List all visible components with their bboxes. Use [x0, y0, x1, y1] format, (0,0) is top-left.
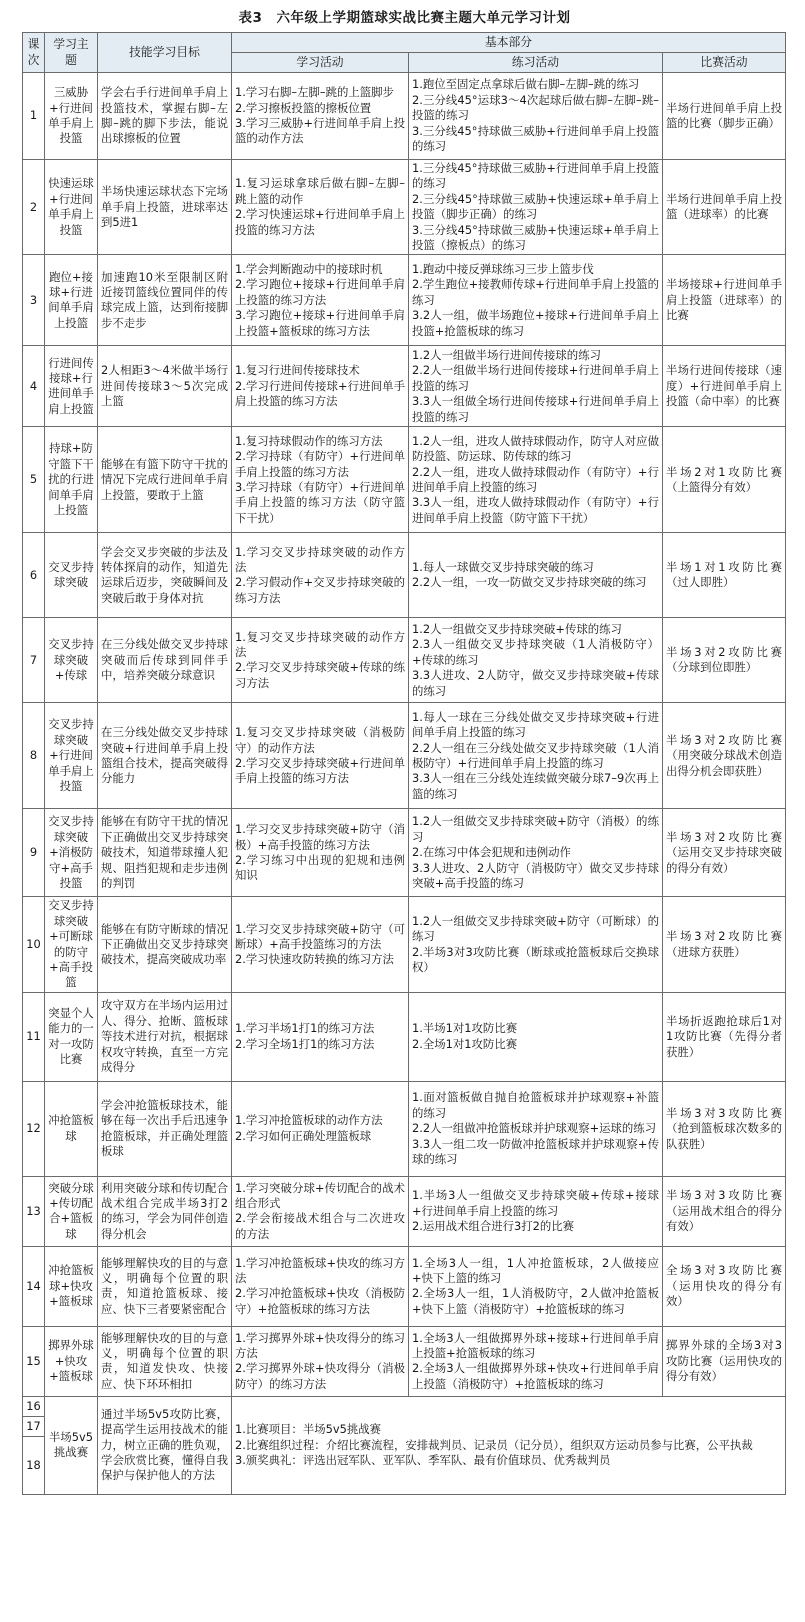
competition-activity: 半场接球+行进间单手肩上投篮（进球率）的比赛: [663, 255, 786, 346]
activity-line: 3.3人进攻、2人防守，做交叉步持球突破+传球的练习: [412, 668, 659, 698]
table-row-final: [23, 1396, 786, 1416]
table-row: [23, 897, 786, 992]
activity-line: 1.每人一球在三分线处做交叉步持球突破+行进间单手肩上投篮的练习: [412, 709, 659, 740]
lesson-theme: 冲抢篮板球: [45, 1081, 98, 1176]
activity-line: 2.学习快速运球+行进间单手肩上投篮的练习方法: [235, 207, 405, 237]
learning-activity: [232, 346, 409, 427]
learning-activity: [232, 703, 409, 809]
competition-activity: 半场3对2攻防比赛（进球方获胜）: [663, 897, 786, 992]
activity-line: 2.学会衔接战术组合与二次进攻的方法: [235, 1211, 405, 1241]
activity-line: 2.学习全场1打1的练习方法: [235, 1036, 375, 1051]
activity-line: 1.学习冲抢篮板球的动作方法: [235, 1113, 383, 1128]
skill-goal: 在三分线处做交叉步持球突破而后传球到同伴手中，培养突破分球意识: [98, 618, 232, 703]
competition-activity: 半场1对1攻防比赛（过人即胜）: [663, 533, 786, 618]
activity-line: 1.2人一组做交叉步持球突破+防守（可断球）的练习: [412, 913, 659, 944]
activity-line: 1.学习半场1打1的练习方法: [235, 1021, 375, 1036]
lesson-theme: 突显个人能力的一对一攻防比赛: [45, 992, 98, 1081]
lesson-theme: 交叉步持球突破: [45, 533, 98, 618]
activity-line: 1.半场1对1攻防比赛: [412, 1021, 518, 1036]
lesson-number: 9: [23, 809, 45, 897]
lesson-number: 6: [23, 533, 45, 618]
lesson-theme: 掷界外球+快攻+篮板球: [45, 1326, 98, 1396]
activity-line: 1.全场3人一组做掷界外球+接球+行进间单手肩上投篮+抢篮板球的练习: [412, 1330, 659, 1360]
activity-line: 1.学习掷界外球+快攻得分的练习方法: [235, 1330, 405, 1360]
activity-line: 1.跑动中接反弹球练习三步上篮步伐: [412, 261, 594, 276]
lesson-theme: 快速运球+行进间单手肩上投篮: [45, 160, 98, 255]
practice-activity: [409, 618, 663, 703]
activity-line: 2.学习持球（有防守）+行进间单手肩上投篮的练习方法: [235, 449, 405, 479]
activity-line: 1.学会判断跑动中的接球时机: [235, 261, 383, 276]
activity-line: 1.2人一组做半场行进间传接球的练习: [412, 347, 601, 362]
activity-line: 2.学习行进间传接球+行进间单手肩上投篮的练习方法: [235, 378, 405, 409]
activity-line: 1.2人一组做交叉步持球突破+传球的练习: [412, 621, 622, 636]
activity-line: 1.复习交叉步持球突破的动作方法: [235, 629, 405, 660]
final-content-line: 2.比赛组织过程：介绍比赛流程，安排裁判员、记录员（记分员），组织双方运动员参与比赛，公平执裁: [235, 1437, 753, 1452]
activity-line: 1.2人一组做交叉步持球突破+防守（消极）的练习: [412, 814, 659, 844]
lesson-theme: 交叉步持球突破+行进间单手肩上投篮: [45, 703, 98, 809]
activity-line: 1.学习交叉步持球突破+防守（消极）+高手投篮的练习方法: [235, 822, 405, 852]
table-row: [23, 809, 786, 897]
practice-activity: [409, 809, 663, 897]
learning-activity: [232, 1176, 409, 1246]
learning-activity: [232, 992, 409, 1081]
activity-line: 2.学习擦板投篮的擦板位置: [235, 100, 372, 115]
activity-line: 2.在练习中体会犯规和违例动作: [412, 845, 571, 860]
header-basic-part: 基本部分: [232, 33, 786, 53]
activity-line: 1.2人一组，进攻人做持球假动作，防守人对应做防投篮、防运球、防传球的练习: [412, 433, 659, 464]
activity-line: 2.全场1对1攻防比赛: [412, 1036, 518, 1051]
competition-activity: 半场3对2攻防比赛（运用交叉步持球突破的得分有效）: [663, 809, 786, 897]
learning-activity: [232, 427, 409, 533]
lesson-number: 16: [23, 1396, 45, 1416]
header-goal: 技能学习目标: [98, 33, 232, 73]
learning-activity: [232, 618, 409, 703]
activity-line: 2.3人一组做交叉步持球突破（1人消极防守）+传球的练习: [412, 637, 659, 667]
header-theme: 学习主题: [45, 33, 98, 73]
activity-line: 2.三分线45°运球3～4次起球后做右脚–左脚–跳–投篮的练习: [412, 92, 659, 123]
activity-line: 3.三分线45°持球做三威胁+快速运球+单手肩上投篮（擦板点）的练习: [412, 222, 659, 253]
activity-line: 3.3人进攻、2人防守（消极防守）做交叉步持球突破+高手投篮的练习: [412, 860, 659, 891]
learning-activity: [232, 1326, 409, 1396]
competition-activity: 半场行进间传接球（速度）+行进间单手肩上投篮（命中率）的比赛: [663, 346, 786, 427]
header-practice: 练习活动: [409, 53, 663, 73]
activity-line: 2.三分线45°持球做三威胁+快速运球+单手肩上投篮（脚步正确）的练习: [412, 191, 659, 222]
learning-activity: [232, 255, 409, 346]
header-lesson: 课次: [23, 33, 45, 73]
learning-plan-table: [22, 32, 786, 1495]
activity-line: 2.学习快速攻防转换的练习方法: [235, 952, 394, 967]
activity-line: 3.2人一组，做半场跑位+接球+行进间单手肩上投篮+抢篮板球的练习: [412, 308, 659, 338]
practice-activity: [409, 897, 663, 992]
skill-goal: 利用突破分球和传切配合战术组合完成半场3打2的练习，学会为同伴创造得分机会: [98, 1176, 232, 1246]
lesson-number: 12: [23, 1081, 45, 1176]
table-row: [23, 427, 786, 533]
learning-activity: [232, 533, 409, 618]
competition-activity: 掷界外球的全场3对3攻防比赛（运用快攻的得分有效）: [663, 1326, 786, 1396]
activity-line: 3.学习跑位+接球+行进间单手肩上投篮+篮板球的练习方法: [235, 308, 405, 338]
practice-activity: [409, 346, 663, 427]
learning-activity: [232, 160, 409, 255]
learning-activity: [232, 1246, 409, 1326]
table-row: [23, 1246, 786, 1326]
activity-line: 2.学习冲抢篮板球+快攻（消极防守）+抢篮板球的练习方法: [235, 1286, 405, 1316]
skill-goal: 能够理解快攻的目的与意义，明确每个位置的职责，知道发快攻、快接应、快下环环相扣: [98, 1326, 232, 1396]
competition-activity: 半场折返跑抢球后1对1攻防比赛（先得分者获胜）: [663, 992, 786, 1081]
competition-activity: 半场3对3攻防比赛（抢到篮板球次数多的队获胜）: [663, 1081, 786, 1176]
activity-line: 1.面对篮板做自抛自抢篮板球并护球观察+补篮的练习: [412, 1090, 659, 1120]
table-row: [23, 703, 786, 809]
table-row: [23, 533, 786, 618]
lesson-number: 3: [23, 255, 45, 346]
activity-line: 1.三分线45°持球做三威胁+行进间单手肩上投篮的练习: [412, 161, 659, 191]
activity-line: 1.复习交叉步持球突破（消极防守）的动作方法: [235, 725, 405, 755]
lesson-number: 18: [23, 1436, 45, 1494]
skill-goal: 在三分线处做交叉步持球突破+行进间单手肩上投篮组合技术，提高突破得分能力: [98, 703, 232, 809]
skill-goal: 学会冲抢篮板球技术，能够在每一次出手后迅速争抢篮板球，并正确处理篮板球: [98, 1081, 232, 1176]
activity-line: 1.复习运球拿球后做右脚–左脚–跳上篮的动作: [235, 176, 405, 206]
learning-activity: [232, 809, 409, 897]
table-row: [23, 346, 786, 427]
activity-line: 2.2人一组，进攻人做持球假动作（有防守）+行进间单手肩上投篮的练习: [412, 464, 659, 494]
lesson-number: 5: [23, 427, 45, 533]
activity-line: 1.学习交叉步持球突破的动作方法: [235, 544, 405, 575]
table-caption: 表3 六年级上学期篮球实战比赛主题大单元学习计划: [238, 10, 571, 26]
table-row: [23, 618, 786, 703]
activity-line: 2.运用战术组合进行3打2的比赛: [412, 1219, 575, 1234]
competition-activity: 半场3对3攻防比赛（运用战术组合的得分有效）: [663, 1176, 786, 1246]
lesson-theme: 突破分球+传切配合+篮板球: [45, 1176, 98, 1246]
lesson-number: 8: [23, 703, 45, 809]
lesson-theme: 交叉步持球突破+消极防守+高手投篮: [45, 809, 98, 897]
lesson-theme: 交叉步持球突破+传球: [45, 618, 98, 703]
practice-activity: [409, 1246, 663, 1326]
activity-line: 2.2人一组做半场行进间传接球+行进间单手肩上投篮的练习: [412, 363, 659, 393]
competition-activity: 全场3对3攻防比赛（运用快攻的得分有效）: [663, 1246, 786, 1326]
activity-line: 1.复习持球假动作的练习方法: [235, 433, 383, 448]
activity-line: 2.学习跑位+接球+行进间单手肩上投篮的练习方法: [235, 277, 405, 307]
skill-goal: 能够在有篮下防守干扰的情况下完成行进间单手肩上投篮，要敢于上篮: [98, 427, 232, 533]
activity-line: 3.学习持球（有防守）+行进间单手肩上投篮的练习方法（防守篮下干扰）: [235, 479, 405, 525]
skill-goal: 攻守双方在半场内运用过人、得分、抢断、篮板球等技术进行对抗，根据球权攻守转换，直至一方完成得分: [98, 992, 232, 1081]
table-row: [23, 1326, 786, 1396]
activity-line: 1.半场3人一组做交叉步持球突破+传球+接球+行进间单手肩上投篮的练习: [412, 1188, 659, 1218]
final-goal: 通过半场5v5攻防比赛，提高学生运用技战术的能力，树立正确的胜负观，学会欣赏比赛，懂得自我保护与保护他人的方法: [98, 1396, 232, 1494]
header-row-top: [23, 33, 786, 53]
competition-activity: 半场3对2攻防比赛（分球到位即胜）: [663, 618, 786, 703]
activity-line: 1.学习突破分球+传切配合的战术组合形式: [235, 1180, 405, 1210]
competition-activity: 半场行进间单手肩上投篮的比赛（脚步正确）: [663, 73, 786, 160]
lesson-number: 17: [23, 1416, 45, 1436]
practice-activity: [409, 992, 663, 1081]
table-row: [23, 992, 786, 1081]
skill-goal: 半场快速运球状态下完场单手肩上投篮，进球率达到5进1: [98, 160, 232, 255]
activity-line: 2.全场3人一组做掷界外球+快攻+行进间单手肩上投篮（消极防守）+抢篮板球的练习: [412, 1361, 659, 1391]
activity-line: 2.学习假动作+交叉步持球突破的练习方法: [235, 575, 405, 605]
practice-activity: [409, 1081, 663, 1176]
practice-activity: [409, 427, 663, 533]
activity-line: 2.学习交叉步持球突破+传球的练习方法: [235, 660, 405, 690]
activity-line: 2.学生跑位+接教师传球+行进间单手肩上投篮的练习: [412, 277, 659, 307]
learning-activity: [232, 897, 409, 992]
lesson-theme: 跑位+接球+行进间单手肩上投篮: [45, 255, 98, 346]
final-content: [232, 1396, 786, 1494]
lesson-theme: 持球+防守篮下干扰的行进间单手肩上投篮: [45, 427, 98, 533]
practice-activity: [409, 1176, 663, 1246]
activity-line: 2.学习如何正确处理篮板球: [235, 1128, 372, 1143]
header-compete: 比赛活动: [663, 53, 786, 73]
skill-goal: 学会右手行进间单手肩上投篮技术，掌握右脚–左脚–跳的脚下步法，能说出球擦板的位置: [98, 73, 232, 160]
activity-line: 1.学习右脚–左脚–跳的上篮脚步: [235, 85, 394, 100]
skill-goal: 能够在有防守断球的情况下正确做出交叉步持球突破技术，提高突破成功率: [98, 897, 232, 992]
lesson-number: 15: [23, 1326, 45, 1396]
activity-line: 2.2人一组在三分线处做交叉步持球突破（1人消极防守）+行进间单手肩上投篮的练习: [412, 740, 659, 770]
lesson-theme: 三威胁+行进间单手肩上投篮: [45, 73, 98, 160]
competition-activity: 半场2对1攻防比赛（上篮得分有效）: [663, 427, 786, 533]
activity-line: 2.全场3人一组，1人消极防守，2人做冲抢篮板+快下上篮（消极防守）+抢篮板球的练习: [412, 1286, 659, 1316]
header-learn: 学习活动: [232, 53, 409, 73]
table-row: [23, 73, 786, 160]
learning-activity: [232, 73, 409, 160]
activity-line: 1.学习冲抢篮板球+快攻的练习方法: [235, 1255, 405, 1285]
lesson-number: 13: [23, 1176, 45, 1246]
activity-line: 3.3人一组在三分线处连续做突破分球7–9次再上篮的练习: [412, 771, 659, 801]
activity-line: 2.半场3对3攻防比赛（断球或抢篮板球后交换球权）: [412, 944, 659, 975]
skill-goal: 能够理解快攻的目的与意义，明确每个位置的职责，知道抢篮板球、接应、快下三者要紧密配合: [98, 1246, 232, 1326]
activity-line: 2.2人一组，一攻一防做交叉步持球突破的练习: [412, 575, 647, 590]
table-row: [23, 1081, 786, 1176]
practice-activity: [409, 1326, 663, 1396]
final-content-line: 1.比赛项目：半场5v5挑战赛: [235, 1422, 382, 1437]
practice-activity: [409, 255, 663, 346]
activity-line: 1.全场3人一组，1人冲抢篮板球，2人做接应+快下上篮的练习: [412, 1255, 659, 1285]
lesson-number: 10: [23, 897, 45, 992]
competition-activity: 半场3对2攻防比赛（用突破分球战术创造出得分机会即获胜）: [663, 703, 786, 809]
table-row: [23, 1176, 786, 1246]
lesson-theme: 行进间传接球+行进间单手肩上投篮: [45, 346, 98, 427]
table-row: [23, 160, 786, 255]
skill-goal: 2人相距3～4米做半场行进间传接球3～5次完成上篮: [98, 346, 232, 427]
activity-line: 2.学习掷界外球+快攻得分（消极防守）的练习方法: [235, 1361, 405, 1391]
practice-activity: [409, 160, 663, 255]
lesson-number: 2: [23, 160, 45, 255]
activity-line: 1.每人一球做交叉步持球突破的练习: [412, 560, 594, 575]
competition-activity: 半场行进间单手肩上投篮（进球率）的比赛: [663, 160, 786, 255]
activity-line: 3.3人一组做全场行进间传接球+行进间单手肩上投篮的练习: [412, 394, 659, 424]
lesson-theme: 交叉步持球突破+可断球的防守+高手投篮: [45, 897, 98, 992]
lesson-number: 1: [23, 73, 45, 160]
lesson-number: 14: [23, 1246, 45, 1326]
activity-line: 3.三分线45°持球做三威胁+行进间单手肩上投篮的练习: [412, 123, 659, 154]
activity-line: 2.学习练习中出现的犯规和违例知识: [235, 852, 405, 883]
practice-activity: [409, 533, 663, 618]
activity-line: 3.3人一组，进攻人做持球假动作（有防守）+行进间单手肩上投篮（防守篮下干扰）: [412, 495, 659, 525]
activity-line: 3.学习三威胁+行进间单手肩上投篮的动作方法: [235, 116, 405, 146]
activity-line: 1.跑位至固定点拿球后做右脚–左脚–跳的练习: [412, 77, 640, 92]
table-row: [23, 255, 786, 346]
lesson-number: 7: [23, 618, 45, 703]
practice-activity: [409, 703, 663, 809]
lesson-number: 4: [23, 346, 45, 427]
learning-activity: [232, 1081, 409, 1176]
activity-line: 2.学习交叉步持球突破+行进间单手肩上投篮的练习方法: [235, 755, 405, 786]
final-content-line: 3.颁奖典礼：评选出冠军队、亚军队、季军队、最有价值球员、优秀裁判员: [235, 1453, 611, 1468]
activity-line: 1.复习行进间传接球技术: [235, 363, 360, 378]
skill-goal: 加速跑10米至限制区附近接罚篮线位置同伴的传球完成上篮，达到衔接脚步不走步: [98, 255, 232, 346]
lesson-number: 11: [23, 992, 45, 1081]
skill-goal: 能够在有防守干扰的情况下正确做出交叉步持球突破技术，知道带球撞人犯规、阻挡犯规和走步违例的判罚: [98, 809, 232, 897]
activity-line: 1.学习交叉步持球突破+防守（可断球）+高手投篮练习的方法: [235, 921, 405, 951]
activity-line: 2.2人一组做冲抢篮板球并护球观察+运球的练习: [412, 1121, 657, 1136]
final-theme: 半场5v5挑战赛: [45, 1396, 98, 1494]
lesson-theme: 冲抢篮板球+快攻+篮板球: [45, 1246, 98, 1326]
practice-activity: [409, 73, 663, 160]
activity-line: 3.3人一组二攻一防做冲抢篮板球并护球观察+传球的练习: [412, 1136, 659, 1166]
skill-goal: 学会交叉步突破的步法及转体探肩的动作，知道先运球后迈步，突破瞬间及突破后敢于身体对抗: [98, 533, 232, 618]
